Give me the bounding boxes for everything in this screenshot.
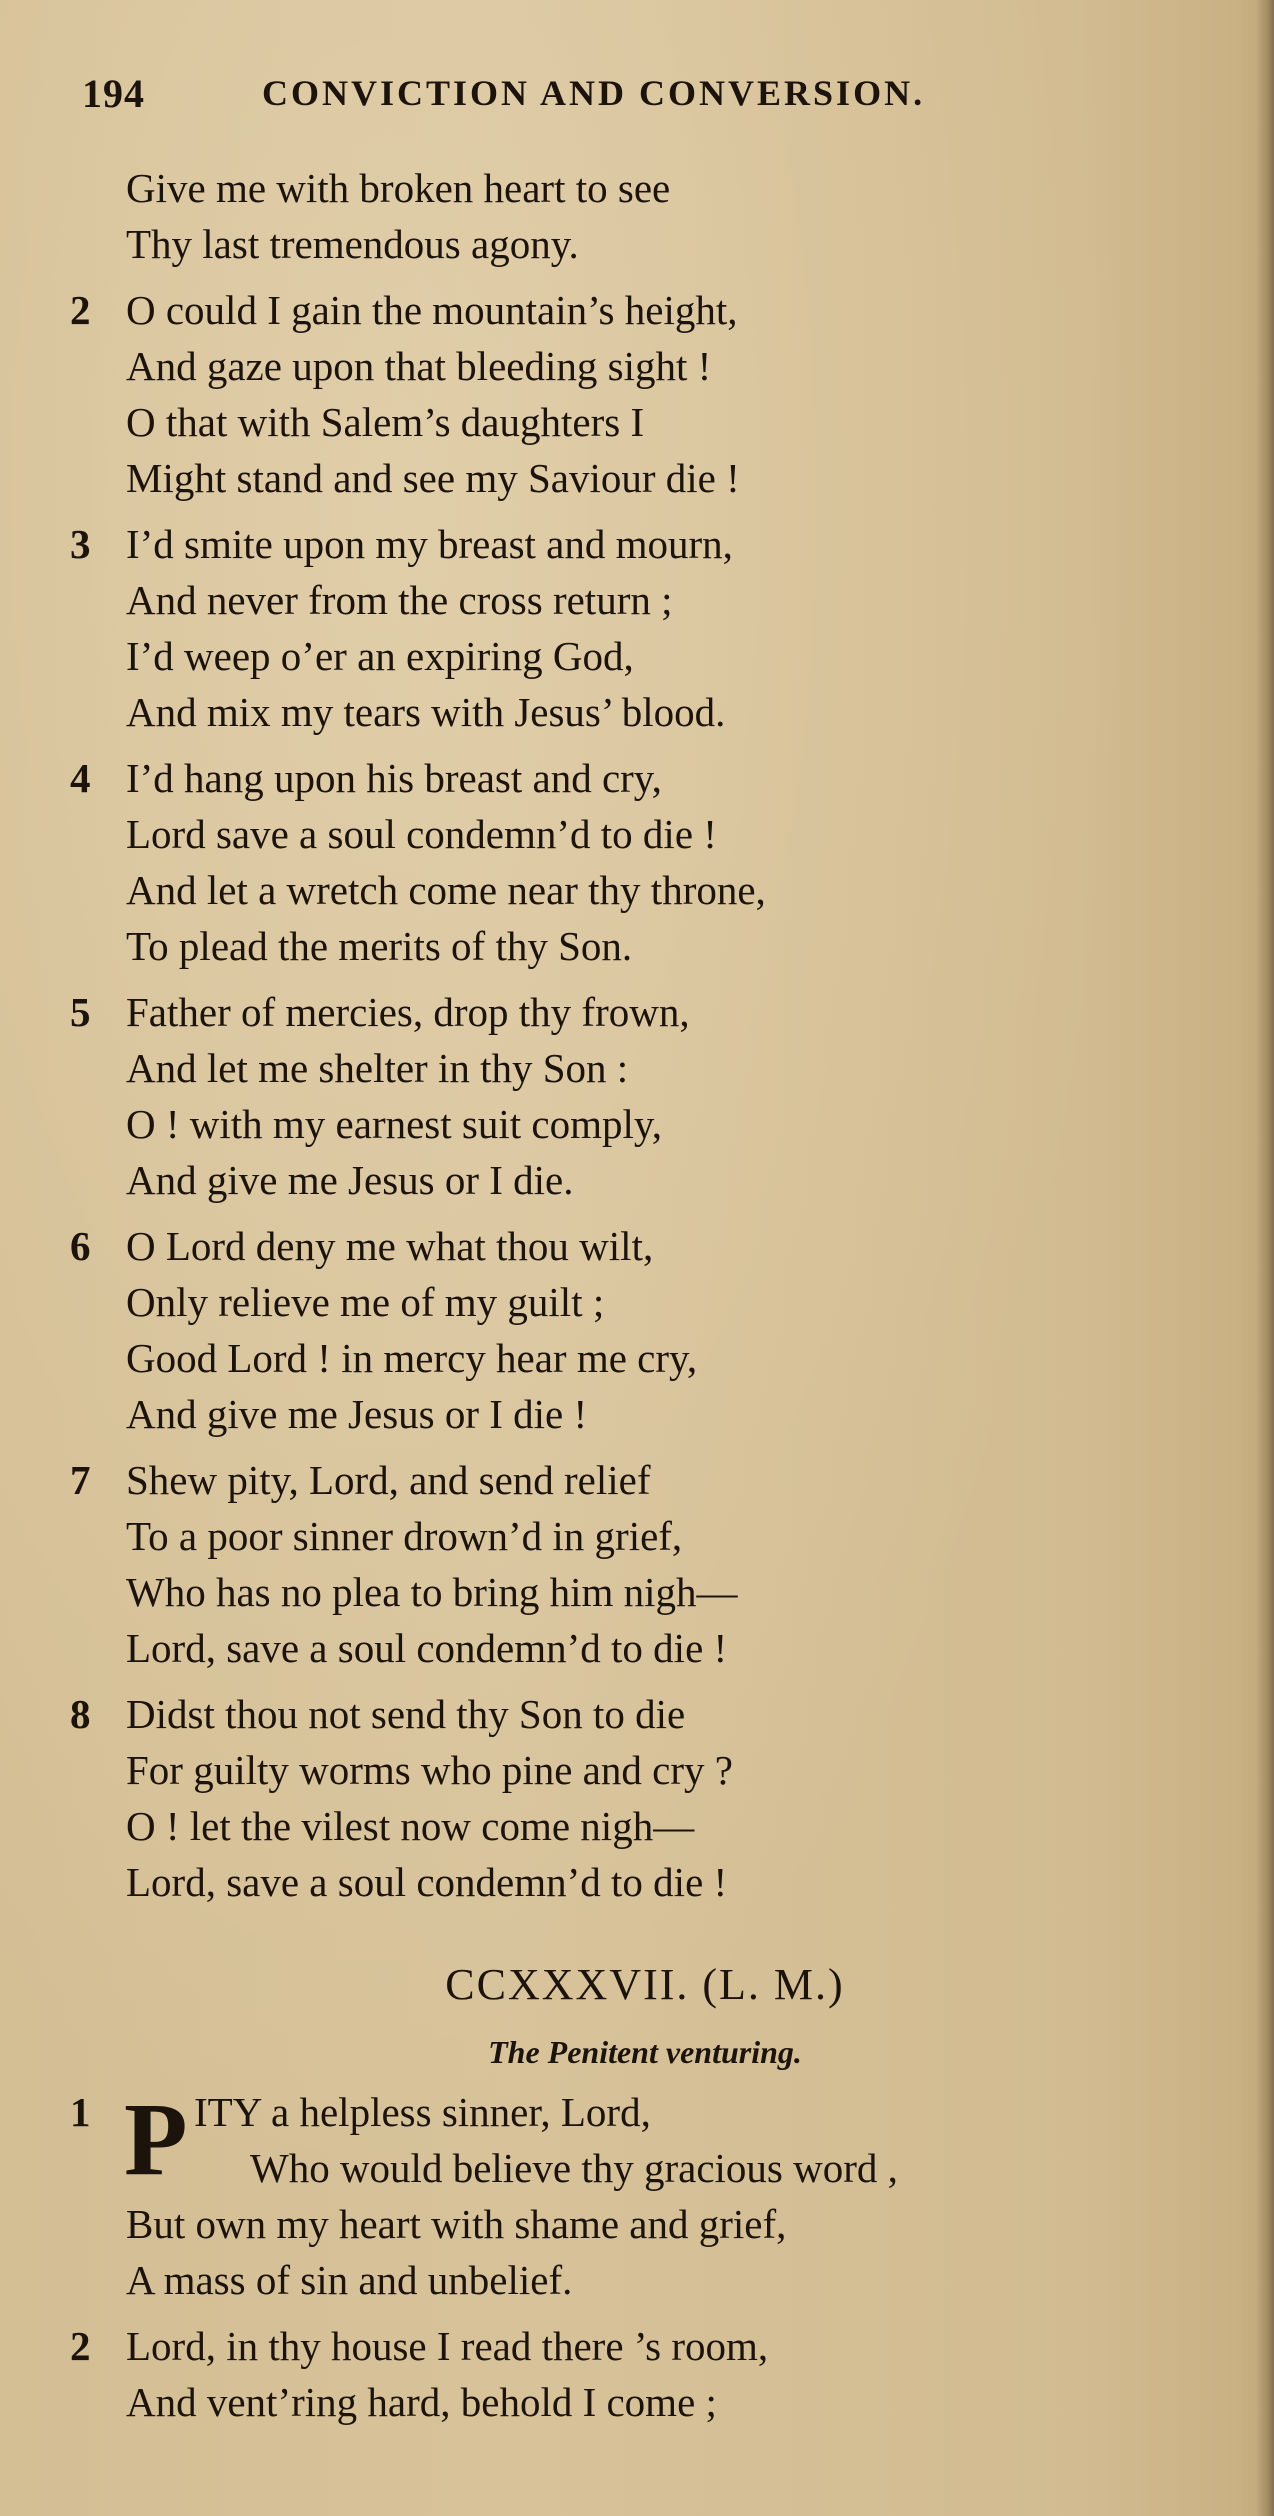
verse-line bbox=[70, 918, 1220, 974]
verse-line bbox=[70, 1096, 1220, 1152]
line-text: Shew pity, Lord, and send relief bbox=[126, 1457, 651, 1503]
verse-line bbox=[70, 1508, 1220, 1564]
line-text: But own my heart with shame and grief, bbox=[126, 2201, 787, 2247]
verse-number: 2 bbox=[70, 2323, 91, 2369]
verse-line bbox=[70, 216, 1220, 272]
verse-line bbox=[70, 1620, 1220, 1676]
line-text: To plead the merits of thy Son. bbox=[126, 923, 633, 969]
line-text: And gaze upon that bleeding sight ! bbox=[126, 343, 712, 389]
line-text: Lord, save a soul condemn’d to die ! bbox=[126, 1859, 728, 1905]
line-text: Thy last tremendous agony. bbox=[126, 221, 579, 267]
verse-line bbox=[70, 2318, 1220, 2374]
verse-line bbox=[70, 684, 1220, 740]
verse-line bbox=[70, 1274, 1220, 1330]
line-text: Father of mercies, drop thy frown, bbox=[126, 989, 690, 1035]
line-text: I’d smite upon my breast and mourn, bbox=[126, 521, 733, 567]
verse-line bbox=[70, 628, 1220, 684]
line-text: O ! let the vilest now come nigh— bbox=[126, 1803, 695, 1849]
verse-number: 3 bbox=[70, 521, 91, 567]
verse-line bbox=[70, 1152, 1220, 1208]
line-text: Might stand and see my Saviour die ! bbox=[126, 455, 740, 501]
verse-line bbox=[70, 862, 1220, 918]
verse-line bbox=[70, 2140, 1220, 2196]
line-text: And give me Jesus or I die ! bbox=[126, 1391, 588, 1437]
verse-line bbox=[70, 1040, 1220, 1096]
verse-line bbox=[70, 806, 1220, 862]
page-edge-shadow bbox=[1256, 0, 1274, 2516]
verse-line bbox=[70, 394, 1220, 450]
line-text: Good Lord ! in mercy hear me cry, bbox=[126, 1335, 698, 1381]
verse-line bbox=[70, 572, 1220, 628]
verse-line bbox=[70, 282, 1220, 338]
page-number: 194 bbox=[82, 71, 145, 116]
verse-line bbox=[70, 1386, 1220, 1442]
line-text: Give me with broken heart to see bbox=[126, 165, 671, 211]
line-text: To a poor sinner drown’d in grief, bbox=[126, 1513, 683, 1559]
line-text: O ! with my earnest suit comply, bbox=[126, 1101, 662, 1147]
verse-line bbox=[70, 1686, 1220, 1742]
verse-line bbox=[70, 750, 1220, 806]
verse-line bbox=[70, 2252, 1220, 2308]
line-text: Didst thou not send thy Son to die bbox=[126, 1691, 686, 1737]
verse-line bbox=[70, 1330, 1220, 1386]
verse-line bbox=[70, 160, 1220, 216]
line-text: I’d weep o’er an expiring God, bbox=[126, 633, 634, 679]
line-text: And let a wretch come near thy throne, bbox=[126, 867, 766, 913]
verse-number: 2 bbox=[70, 287, 91, 333]
verse-number: 4 bbox=[70, 755, 91, 801]
verse-line bbox=[70, 1564, 1220, 1620]
verse-line bbox=[70, 984, 1220, 1040]
hymn-text bbox=[70, 160, 1220, 2430]
verse-line bbox=[70, 1854, 1220, 1910]
verse-number: 6 bbox=[70, 1223, 91, 1269]
verse-line bbox=[70, 1742, 1220, 1798]
verse-line bbox=[70, 516, 1220, 572]
verse-line bbox=[70, 1798, 1220, 1854]
verse-number: 8 bbox=[70, 1691, 91, 1737]
line-text: O could I gain the mountain’s height, bbox=[126, 287, 738, 333]
line-text: I’d hang upon his breast and cry, bbox=[126, 755, 662, 801]
line-text: Who has no plea to bring him nigh— bbox=[126, 1569, 738, 1615]
line-text: O Lord deny me what thou wilt, bbox=[126, 1223, 654, 1269]
verse-line bbox=[70, 1452, 1220, 1508]
line-text: And let me shelter in thy Son : bbox=[126, 1045, 629, 1091]
verse-number: 7 bbox=[70, 1457, 91, 1503]
verse-number: 1 bbox=[70, 2089, 91, 2135]
verse-line bbox=[70, 338, 1220, 394]
line-text: O that with Salem’s daughters I bbox=[126, 399, 645, 445]
hymn-title: CCXXXVII. (L. M.) bbox=[445, 1960, 845, 2009]
hymn-subtitle: The Penitent venturing. bbox=[488, 2034, 802, 2070]
page-header bbox=[82, 70, 1202, 126]
line-text: A mass of sin and unbelief. bbox=[126, 2257, 573, 2303]
line-text: Lord, in thy house I read there ’s room, bbox=[126, 2323, 769, 2369]
verse-line bbox=[70, 2196, 1220, 2252]
verse-line bbox=[70, 450, 1220, 506]
line-text: ITY a helpless sinner, Lord, bbox=[194, 2089, 651, 2135]
line-text: Who would believe thy gracious word , bbox=[250, 2145, 898, 2191]
line-text: And vent’ring hard, behold I come ; bbox=[126, 2379, 717, 2425]
line-text: And never from the cross return ; bbox=[126, 577, 673, 623]
running-title: CONVICTION AND CONVERSION. bbox=[262, 73, 926, 113]
line-text: Only relieve me of my guilt ; bbox=[126, 1279, 605, 1325]
line-text: And give me Jesus or I die. bbox=[126, 1157, 574, 1203]
line-text: Lord save a soul condemn’d to die ! bbox=[126, 811, 717, 857]
line-text: For guilty worms who pine and cry ? bbox=[126, 1747, 733, 1793]
verse-number: 5 bbox=[70, 989, 91, 1035]
verse-line bbox=[70, 2374, 1220, 2430]
line-text: Lord, save a soul condemn’d to die ! bbox=[126, 1625, 728, 1671]
line-text: And mix my tears with Jesus’ blood. bbox=[126, 689, 726, 735]
verse-line bbox=[70, 1218, 1220, 1274]
drop-cap: P bbox=[124, 2082, 188, 2197]
